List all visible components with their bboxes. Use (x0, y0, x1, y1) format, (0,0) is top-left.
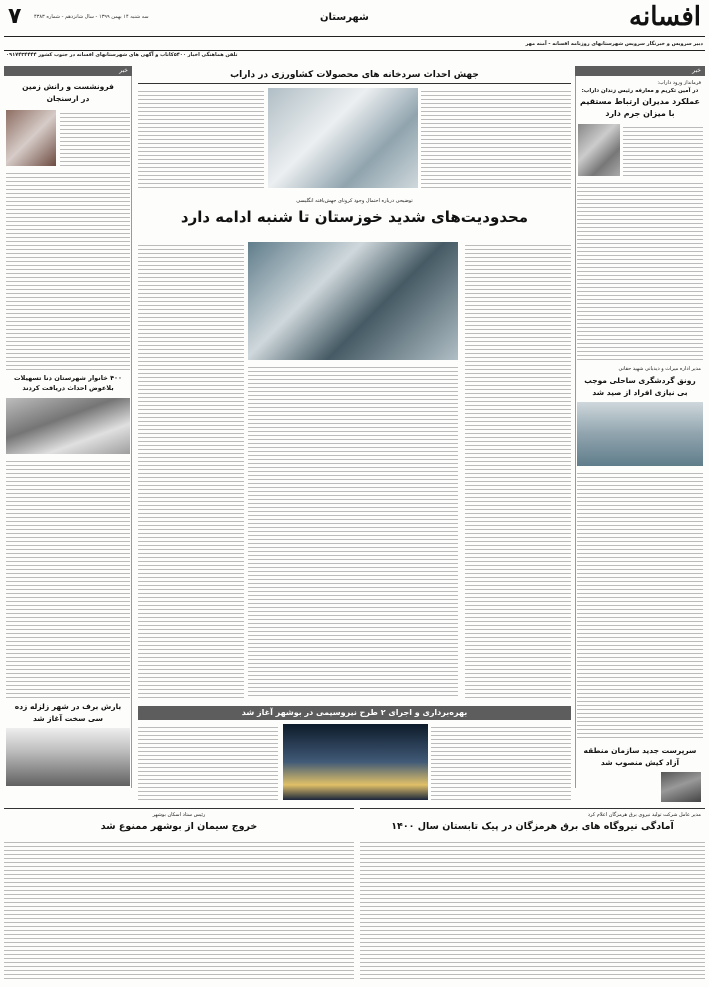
masthead-rule-2 (4, 50, 705, 51)
bushehr-story (138, 706, 571, 802)
right-header-label: خبر (692, 67, 701, 74)
bottom-right-title: آمادگی نیروگاه های برق هرمزگان در پیک تابستان سال ۱۴۰۰ (391, 821, 674, 832)
bottom-right-story (360, 808, 705, 980)
bottom-left-story (4, 808, 354, 980)
top-story-body-left (138, 88, 264, 188)
bottom-right-kicker: مدیر عامل شرکت تولید نیروی برق هرمزگان اعلام کرد (587, 812, 701, 818)
main-story-kicker: توضیحی درباره احتمال وجود کرونای جهش‌یافته انگلیسی (296, 198, 413, 204)
left-story3-title-line1: بارش برف در شهر زلزله زده (14, 702, 122, 711)
right-story1-title-line2: عملکرد مدیران ارتباط مستقیم (580, 97, 700, 106)
left-header-label: خبر (119, 67, 128, 74)
logo: افسانه (629, 2, 701, 32)
page-number: ۷ (8, 4, 22, 29)
right-story2-kicker: مدیر اداره میراث و دیدبانی شهید حقانی (618, 366, 701, 372)
bottom-right-body (360, 839, 705, 979)
right-story1-title-line1: در آمین تکریم و معارفه رئیس زندان داراب: (581, 88, 699, 94)
main-story-body-left (138, 242, 244, 698)
right-story2-title-line1: رونق گردشگری ساحلی موجب (584, 376, 696, 385)
bushehr-photo (283, 724, 428, 800)
right-header-bar (575, 66, 705, 76)
right-story3-title-line1: سرپرست جدید سازمان منطقه (583, 746, 697, 755)
right-story1-body-cont (577, 180, 703, 360)
top-story-title: جهش احداث سردخانه های محصولات کشاورزی در داراب (230, 70, 479, 80)
left-story2-title-line2: بلاعوض احداث دریافت کردند (22, 384, 114, 392)
left-story2-photo (6, 398, 130, 454)
right-story1-photo (578, 124, 620, 176)
left-story2-body (6, 458, 130, 698)
left-story2-title-line1: ۴۰۰ خانوار شهرستان دنا تسهیلات (13, 374, 122, 382)
section-title: شهرستان (320, 12, 369, 23)
main-story (138, 196, 571, 702)
masthead (0, 0, 709, 64)
main-story-title: محدودیت‌های شدید خوزستان تا شنبه ادامه دارد (180, 208, 529, 226)
bushehr-body-left (138, 724, 278, 800)
left-story3-title-line2: سی سخت آغاز شد (32, 714, 104, 723)
left-header-bar (4, 66, 132, 76)
right-story1-body (623, 124, 703, 176)
bushehr-headline-bar (138, 706, 571, 720)
top-story-body-right (421, 88, 571, 188)
left-story3-photo (6, 728, 130, 786)
top-story-headline-bar (138, 68, 571, 84)
left-story1-title-line1: فرونشست و رانش زمین (22, 82, 114, 91)
bottom-left-body (4, 839, 354, 979)
right-column (575, 66, 705, 788)
top-story-photo (268, 88, 418, 188)
main-story-photo (248, 242, 458, 360)
date-line: سه شنبه ۱۴ بهمن ۱۳۹۹ - سال شانزدهم - شماره ۴۳۸۳ (34, 14, 149, 20)
tagline: دبیر سرویس و خبرنگار سرویس شهرستانهای روزنامه افسانه - آمنه مهر (525, 41, 703, 47)
right-story1-kicker: فرمانداز ورود داراب: (657, 80, 701, 86)
main-story-body-center (248, 364, 458, 698)
right-story1-title-line3: با میزان جرم دارد (605, 109, 675, 118)
bottom-left-title: خروج سیمان از بوشهر ممنوع شد (100, 821, 258, 832)
right-story3-title-line2: آزاد کیش منصوب شد (600, 758, 680, 767)
left-story1-photo (6, 110, 56, 166)
bushehr-title: بهره‌برداری و اجرای ۲ طرح نیروسیمی در بوشهر آغاز شد (241, 708, 468, 717)
left-story1-title-line2: در ارسنجان (46, 94, 90, 103)
right-story3-photo (661, 772, 701, 802)
left-story1-body (60, 110, 130, 166)
right-story2-photo (577, 402, 703, 466)
contact-line: تلفن هماهنگی اخبار ۵۴۰۰کاتاب و آگهی های شهرستانهای افسانه در جنوب کشور ۰۹۱۷۴۳۴۴۴۴ (6, 52, 238, 58)
left-column (4, 66, 132, 788)
right-story2-title-line2: بی نیازی افراد از صید شد (592, 388, 688, 397)
right-story2-body (577, 470, 703, 740)
bushehr-body-right (431, 724, 571, 800)
bottom-left-kicker: رئیس ستاد اسکان بوشهر (152, 812, 206, 818)
masthead-rule (4, 36, 705, 37)
left-story1-body-cont (6, 170, 130, 370)
top-story (138, 68, 571, 192)
main-story-body-right (465, 242, 571, 698)
